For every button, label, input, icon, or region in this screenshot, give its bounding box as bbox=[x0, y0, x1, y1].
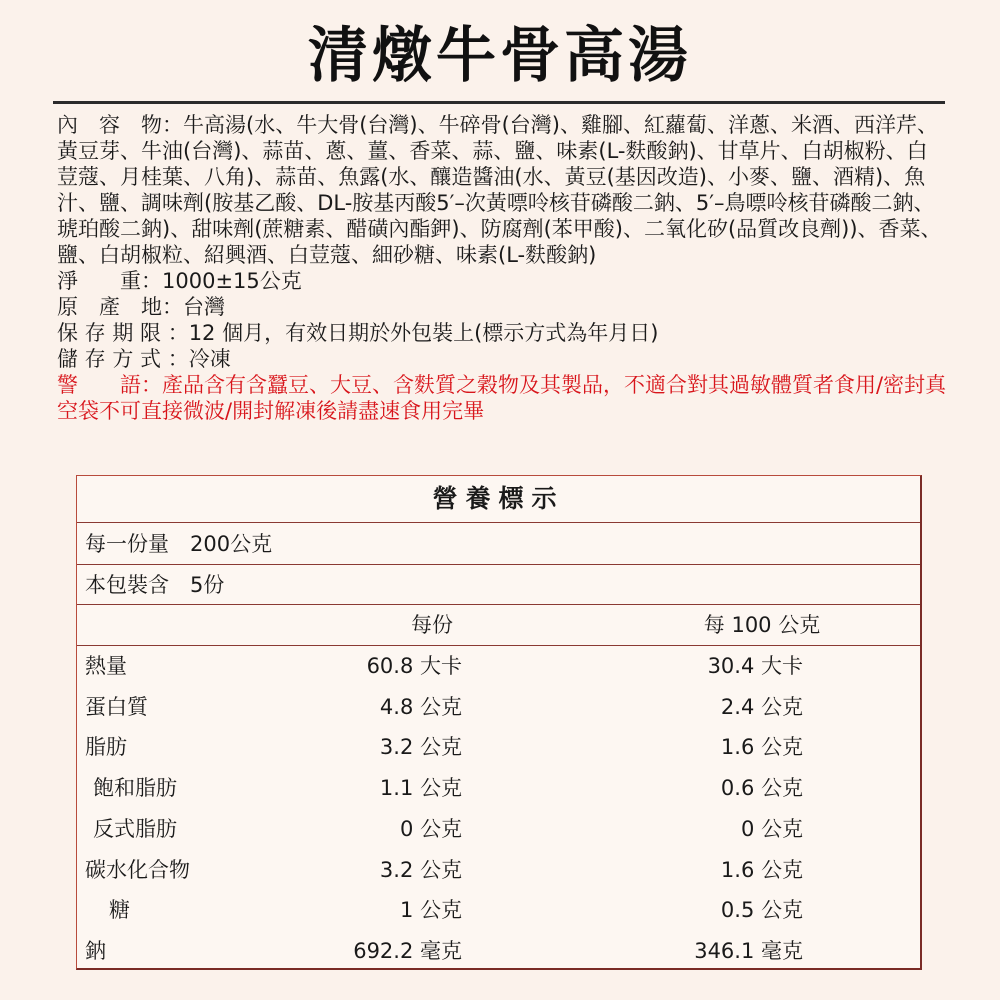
nutrition-title: 營養標示 bbox=[432, 484, 565, 513]
nutrient-per-serving: 4.8 公克 bbox=[379, 694, 462, 719]
nutrient-per-100g: 1.6 公克 bbox=[720, 735, 803, 760]
net-weight-text: 淨 重：1000±15公克 bbox=[57, 269, 302, 293]
nutrient-per-100g: 0.5 公克 bbox=[720, 898, 803, 923]
nutrient-per-serving: 692.2 毫克 bbox=[353, 938, 462, 963]
nutrient-per-serving: 3.2 公克 bbox=[379, 735, 462, 760]
column-per-serving: 每份 bbox=[411, 613, 453, 637]
storage-text: 儲 存 方 式 ：冷凍 bbox=[57, 347, 231, 371]
nutrient-label: 飽和脂肪 bbox=[93, 776, 177, 801]
table-divider bbox=[77, 522, 920, 523]
nutrient-per-100g: 1.6 公克 bbox=[720, 857, 803, 882]
nutrient-label: 碳水化合物 bbox=[85, 857, 190, 882]
nutrient-label: 脂肪 bbox=[85, 735, 127, 760]
nutrient-per-serving: 3.2 公克 bbox=[379, 857, 462, 882]
serving-size-label: 每一份量 200公克 bbox=[85, 532, 273, 556]
nutrient-per-serving: 0 公克 bbox=[399, 816, 462, 841]
warning-text: 警 語：產品含有含蠶豆、大豆、含麩質之穀物及其製品，不適合對其過敏體質者食用/密封真空袋不可直接微波/開封解凍後請盡速食用完畢 bbox=[57, 373, 947, 423]
nutrient-label: 鈉 bbox=[85, 938, 106, 963]
nutrient-per-serving: 1 公克 bbox=[399, 898, 462, 923]
nutrient-per-100g: 2.4 公克 bbox=[720, 694, 803, 719]
nutrient-per-serving: 1.1 公克 bbox=[379, 776, 462, 801]
origin-text: 原 產 地：台灣 bbox=[57, 295, 225, 319]
nutrient-per-100g: 30.4 大卡 bbox=[707, 654, 803, 678]
nutrition-panel bbox=[76, 475, 922, 970]
product-info bbox=[57, 112, 947, 424]
nutrient-label: 蛋白質 bbox=[85, 694, 148, 719]
servings-label: 本包裝含 5份 bbox=[85, 573, 225, 597]
nutrient-label: 反式脂肪 bbox=[93, 816, 177, 841]
column-per-100g: 每 100 公克 bbox=[703, 613, 821, 637]
ingredients-text: 內 容 物：牛高湯(水、牛大骨(台灣)、牛碎骨(台灣)、雞腳、紅蘿蔔、洋蔥、米酒、西洋芹、黃豆芽、牛油(台灣)、蒜苗、蔥、薑、香菜、蒜、鹽、味素(L-麩酸鈉)、甘草片、白胡椒粉、白荳蔻、月桂葉、八角)、蒜苗、魚露(水、釀造醬油(水、黃豆(基因改造)、小麥、鹽、酒精)、魚汁、鹽、調味劑(胺基乙酸、DL-胺基丙酸5′–次黃嘌呤核苷磷酸二鈉、5′–鳥嘌呤核苷磷酸二鈉、琥珀酸二鈉)、甜味劑(蔗糖素、醋磺內酯鉀)、防腐劑(苯甲酸)、二氧化矽(品質改良劑))、香菜、鹽、白胡椒粒、紹興酒、白荳蔻、細砂糖、味素(L-麩酸鈉) bbox=[57, 113, 942, 267]
product-title: 清燉牛骨高湯 bbox=[308, 21, 692, 91]
nutrient-per-100g: 0.6 公克 bbox=[720, 776, 803, 801]
nutrient-per-100g: 0 公克 bbox=[740, 816, 803, 841]
nutrient-label: 糖 bbox=[109, 898, 130, 923]
shelf-life-text: 保 存 期 限 ：12 個月，有效日期於外包裝上(標示方式為年月日) bbox=[57, 321, 659, 345]
nutrient-per-serving: 60.8 大卡 bbox=[366, 654, 462, 678]
nutrient-per-100g: 346.1 毫克 bbox=[694, 938, 803, 963]
nutrient-label: 熱量 bbox=[85, 654, 127, 678]
title-divider bbox=[53, 101, 945, 104]
